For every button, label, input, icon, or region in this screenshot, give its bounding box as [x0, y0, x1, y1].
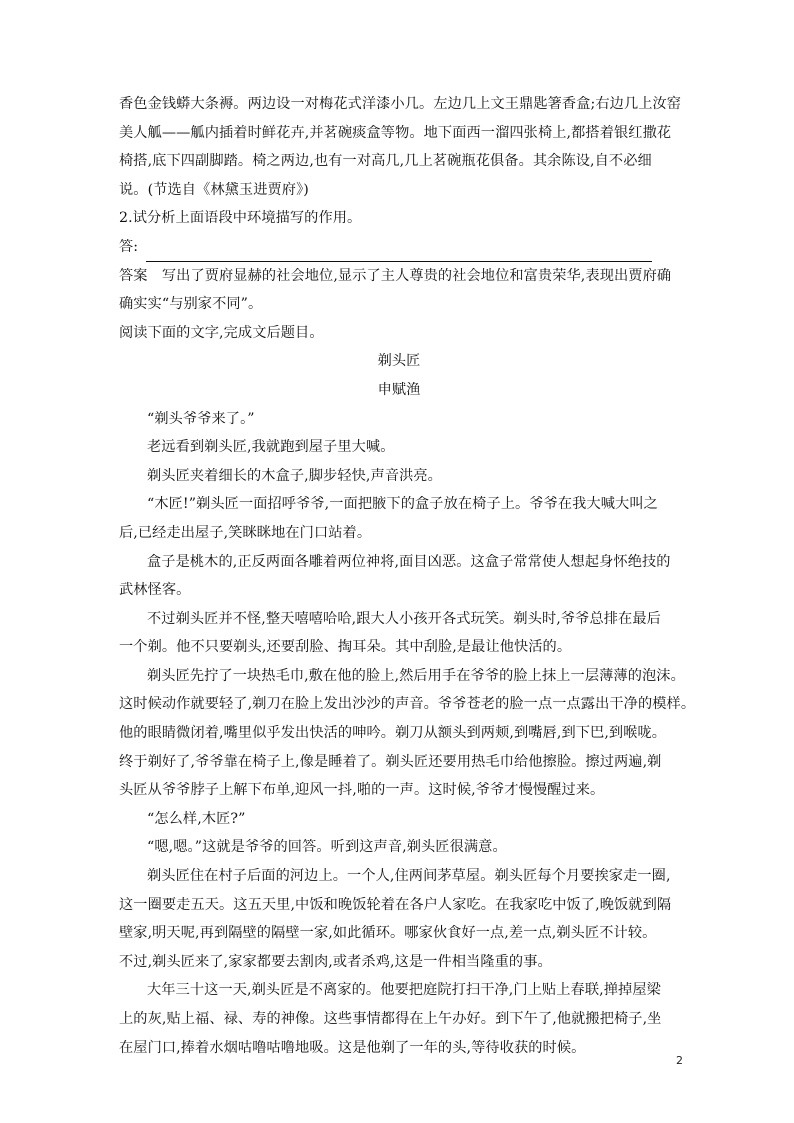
page-number: 2 [676, 1054, 683, 1067]
story-paragraph: 老远看到剃头匠,我就跑到屋子里大喊。 [147, 439, 395, 456]
story-paragraph-cont: 他的眼睛微闭着,嘴里似乎发出快活的呻吟。剃刀从额头到两颊,到嘴唇,到下巴,到喉咙。 [119, 725, 667, 742]
story-paragraph: 盒子是桃木的,正反两面各雕着两位神将,面目凶恶。这盒子常常使人想起身怀绝技的 [147, 553, 671, 570]
story-paragraph-cont: 终于剃好了,爷爷靠在椅子上,像是睡着了。剃头匠还要用热毛巾给他擦脸。擦过两遍,剃 [119, 753, 662, 770]
story-paragraph-cont: 一个剃。他不只要剃头,还要刮脸、掏耳朵。其中刮脸,是最让他快活的。 [119, 639, 572, 656]
story-paragraph: “嗯,嗯。”这就是爷爷的回答。听到这声音,剃头匠很满意。 [147, 839, 507, 856]
story-paragraph-cont: 不过,剃头匠来了,家家都要去割肉,或者杀鸡,这是一件相当隆重的事。 [119, 953, 552, 970]
story-paragraph-cont: 上的灰,贴上福、禄、寿的神像。这些事情都得在上午办好。到下午了,他就搬把椅子,坐 [119, 1011, 662, 1027]
reading-instruction: 阅读下面的文字,完成文后题目。 [119, 324, 324, 341]
story-paragraph: “怎么样,木匠?” [147, 810, 246, 827]
story-paragraph-cont: 头匠从爷爷脖子上解下布单,迎风一抖,啪的一声。这时候,爷爷才慢慢醒过来。 [119, 782, 605, 799]
story-paragraph-cont: 这时候动作就要轻了,剃刀在脸上发出沙沙的声音。爷爷苍老的脸一点一点露出干净的模样。 [119, 696, 696, 713]
story-paragraph: 剃头匠夹着细长的木盒子,脚步轻快,声音洪亮。 [147, 467, 442, 484]
story-paragraph: 剃头匠先拧了一块热毛巾,敷在他的脸上,然后用手在爷爷的脸上抹上一层薄薄的泡沫。 [147, 667, 685, 684]
document-page [119, 90, 696, 1062]
answer-line: 答案 写出了贾府显赫的社会地位,显示了主人尊贵的社会地位和富贵荣华,表现出贾府确 [119, 267, 672, 284]
passage-line: 美人觚——觚内插着时鲜花卉,并茗碗痰盒等物。地下面西一溜四张椅上,都搭着银红撒花 [119, 124, 672, 141]
story-body [119, 405, 696, 1063]
story-paragraph-cont: 壁家,明天呢,再到隔壁的隔壁一家,如此循环。哪家伙食好一点,差一点,剃头匠不计较。 [119, 925, 657, 942]
passage-excerpt [119, 90, 682, 204]
answer-blank-row [119, 233, 679, 262]
reference-answer [119, 262, 679, 319]
story-paragraph: 剃头匠住在村子后面的河边上。一个人,住两间茅草屋。剃头匠每个月要挨家走一圈, [147, 868, 671, 885]
story-paragraph-cont: 武林怪客。 [119, 582, 191, 599]
story-title: 剃头匠 [377, 353, 421, 370]
answer-line: 确实实“与别家不同”。 [119, 296, 263, 313]
passage-line: 说。(节选自《林黛玉进贾府》) [119, 181, 309, 198]
story-paragraph: 大年三十这一天,剃头匠是不离家的。他要把庭院打扫干净,门上贴上春联,掸掉屋梁 [147, 982, 661, 999]
answer-blank-underline[interactable] [146, 243, 652, 262]
story-paragraph-cont: 这一圈要走五天。这五天里,中饭和晚饭轮着在各户人家吃。在我家吃中饭了,晚饭就到隔 [119, 896, 672, 913]
story-author: 申赋渔 [377, 381, 421, 398]
story-paragraph-cont: 在屋门口,捧着水烟咕噜咕噜地吸。这是他剃了一年的头,等待收获的时候。 [119, 1039, 586, 1056]
story-paragraph: “剃头爷爷来了。” [147, 410, 255, 427]
question-2: 2.试分析上面语段中环境描写的作用。 [119, 210, 362, 227]
answer-prompt: 答: [119, 238, 139, 255]
passage-line: 香色金钱蟒大条褥。两边设一对梅花式洋漆小几。左边几上文王鼎匙箸香盒;右边几上汝窑 [119, 96, 682, 112]
story-paragraph-cont: 后,已经走出屋子,笑眯眯地在门口站着。 [119, 524, 372, 541]
passage-line: 椅搭,底下四副脚踏。椅之两边,也有一对高几,几上茗碗瓶花俱备。其余陈设,自不必细 [119, 153, 652, 170]
story-paragraph: 不过剃头匠并不怪,整天嘻嘻哈哈,跟大人小孩开各式玩笑。剃头时,爷爷总排在最后 [147, 610, 661, 627]
story-paragraph: “木匠!”剃头匠一面招呼爷爷,一面把腋下的盒子放在椅子上。爷爷在我大喊大叫之 [147, 496, 658, 513]
